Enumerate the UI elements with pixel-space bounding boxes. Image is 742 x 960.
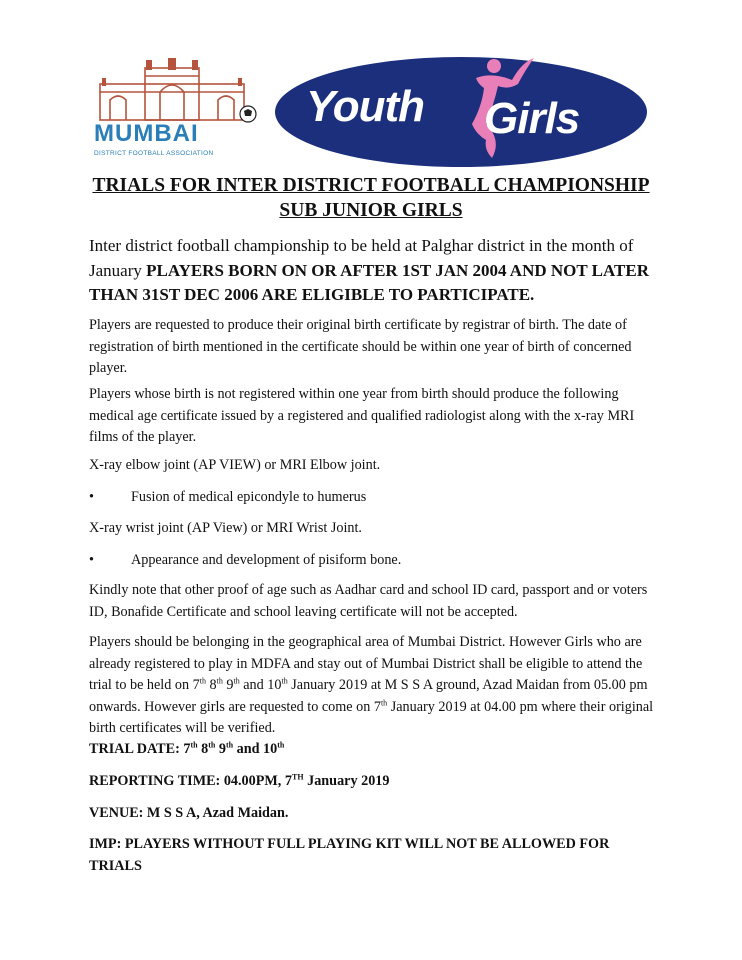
eligibility-text: PLAYERS BORN ON OR AFTER 1ST JAN 2004 AND NOT LATER THAN 31ST DEC 2006 ARE ELIGIBLE TO PARTICIPATE. — [89, 260, 649, 304]
youth-logo-word1: Youth — [306, 82, 424, 131]
page-title-line1: TRIALS FOR INTER DISTRICT FOOTBALL CHAMPIONSHIP — [92, 175, 650, 196]
bullet-text: Fusion of medical epicondyle to humerus — [131, 489, 367, 505]
eligibility-area-paragraph: Players should be belonging in the geographical area of Mumbai District. However Girls who are already registered to play in MDFA and stay out of Mumbai District shall be eligible to attend the trial to be held on 7th 8th 9th and 10th January 2019 at M S S A ground, Azad Maidan from 05.00 pm onwards. However girls are requested to come on 7th January 2019 at 04.00 pm where their original birth certificates will be verified. — [89, 634, 654, 736]
intro-text: Inter district football championship to be held at Palghar district in the month of January — [89, 236, 634, 280]
intro-paragraph — [89, 234, 669, 308]
bullet-icon: • — [89, 489, 94, 505]
important-notice-line: IMP: PLAYERS WITHOUT FULL PLAYING KIT WILL NOT BE ALLOWED FOR TRIALS — [89, 836, 610, 874]
mdfa-logo-title: MUMBAI — [94, 120, 199, 147]
venue-line: VENUE: M S S A, Azad Maidan. — [89, 805, 289, 821]
bullet-item-elbow — [89, 487, 366, 509]
proof-of-age-paragraph: Kindly note that other proof of age such as Aadhar card and school ID card, passport and or voters ID, Bonafide Certificate and school leaving certificate will not be accepted. — [89, 582, 648, 620]
medical-certificate-paragraph: Players whose birth is not registered within one year from birth should produce the following medical age certificate issued by a registered and qualified radiologist along with the x-ray MRI films of the player. — [89, 386, 635, 445]
wrist-xray-line: X-ray wrist joint (AP View) or MRI Wrist Joint. — [89, 520, 362, 536]
reporting-time-line: REPORTING TIME: 04.00PM, 7TH January 2019 — [89, 772, 390, 789]
youth-logo-word2: Girls — [484, 94, 580, 143]
elbow-xray-line: X-ray elbow joint (AP VIEW) or MRI Elbow joint. — [89, 457, 381, 473]
mdfa-logo-subtitle: DISTRICT FOOTBALL ASSOCIATION — [94, 150, 214, 157]
bullet-text: Appearance and development of pisiform bone. — [131, 552, 402, 568]
page-title-line2: SUB JUNIOR GIRLS — [279, 200, 463, 221]
birth-certificate-paragraph: Players are requested to produce their original birth certificate by registrar of birth. The date of registration of birth mentioned in the certificate should be within one year of birth of concerned player. — [89, 317, 632, 376]
youth-girls-logo — [272, 54, 650, 170]
bullet-item-wrist — [89, 550, 401, 572]
bullet-icon: • — [89, 552, 94, 568]
mdfa-logo — [90, 58, 262, 162]
gateway-building-icon — [90, 58, 262, 124]
trial-date-line: TRIAL DATE: 7th 8th 9th and 10th — [89, 740, 285, 757]
